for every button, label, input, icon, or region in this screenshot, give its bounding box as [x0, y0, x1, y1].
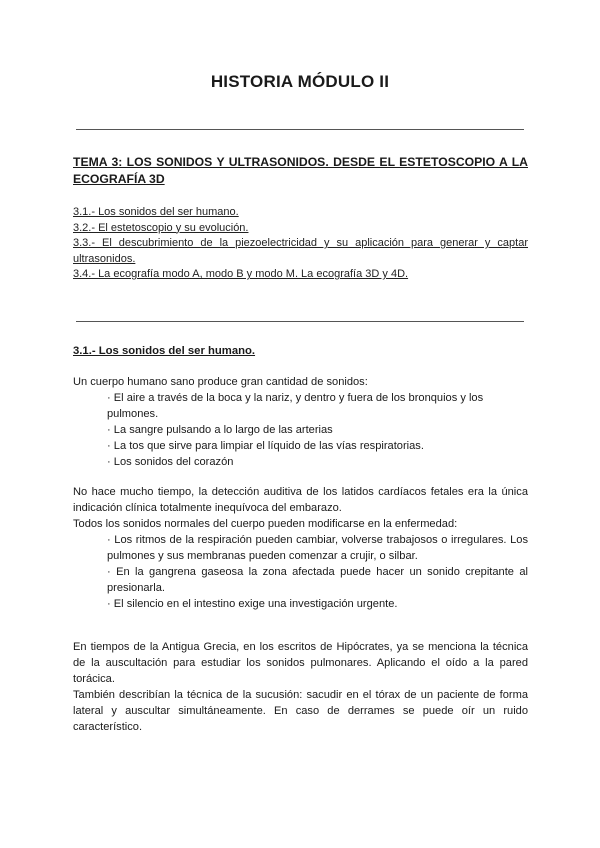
divider	[76, 129, 524, 130]
tema-heading: TEMA 3: LOS SONIDOS Y ULTRASONIDOS. DESDE EL ESTETOSCOPIO A LA ECOGRAFÍA 3D	[73, 155, 528, 186]
list-item: · La tos que sirve para limpiar el líquido de las vías respiratorias.	[107, 440, 424, 452]
table-of-contents	[73, 205, 528, 283]
toc-link-3-4[interactable]: 3.4.- La ecografía modo A, modo B y modo M. La ecografía 3D y 4D.	[73, 268, 409, 280]
section-body-1	[73, 374, 528, 470]
section-heading: 3.1.- Los sonidos del ser humano.	[73, 345, 256, 357]
paragraph: No hace mucho tiempo, la detección auditiva de los latidos cardíacos fetales era la única indicación clínica totalmente inequívoca del embarazo.	[73, 486, 528, 514]
toc-link-3-1[interactable]: 3.1.- Los sonidos del ser humano.	[73, 206, 239, 218]
divider	[76, 321, 524, 322]
list-item: · La sangre pulsando a lo largo de las arterias	[107, 424, 333, 436]
paragraph: En tiempos de la Antigua Grecia, en los escritos de Hipócrates, ya se menciona la técnica de la auscultación para estudiar los sonidos pulmonares. Aplicando el oído a la pared torácica.	[73, 641, 528, 685]
list-item: · En la gangrena gaseosa la zona afectada puede hacer un sonido crepitante al presionarla.	[107, 566, 528, 594]
section-body-3	[73, 639, 528, 735]
toc-link-3-3[interactable]: 3.3.- El descubrimiento de la piezoelectricidad y su aplicación para generar y captar ultrasonidos.	[73, 237, 528, 265]
section-body-2	[73, 484, 528, 612]
paragraph-intro: Todos los sonidos normales del cuerpo pueden modificarse en la enfermedad:	[73, 518, 458, 530]
list-item: · Los sonidos del corazón	[107, 456, 234, 468]
paragraph: También describían la técnica de la sucusión: sacudir en el tórax de un paciente de forma lateral y auscultar simultáneamente. En caso de derrames se puede oír un ruido característico.	[73, 689, 528, 733]
list-item: · El silencio en el intestino exige una investigación urgente.	[107, 598, 398, 610]
list-item: · Los ritmos de la respiración pueden cambiar, volverse trabajosos o irregulares. Los pulmones y sus membranas pueden comenzar a crujir, o silbar.	[107, 534, 528, 562]
document-title: HISTORIA MÓDULO II	[210, 72, 390, 91]
paragraph-intro: Un cuerpo humano sano produce gran cantidad de sonidos:	[73, 376, 368, 388]
toc-link-3-2[interactable]: 3.2.- El estetoscopio y su evolución.	[73, 221, 249, 234]
list-item: · El aire a través de la boca y la nariz, y dentro y fuera de los bronquios y los pulmones.	[107, 392, 484, 420]
